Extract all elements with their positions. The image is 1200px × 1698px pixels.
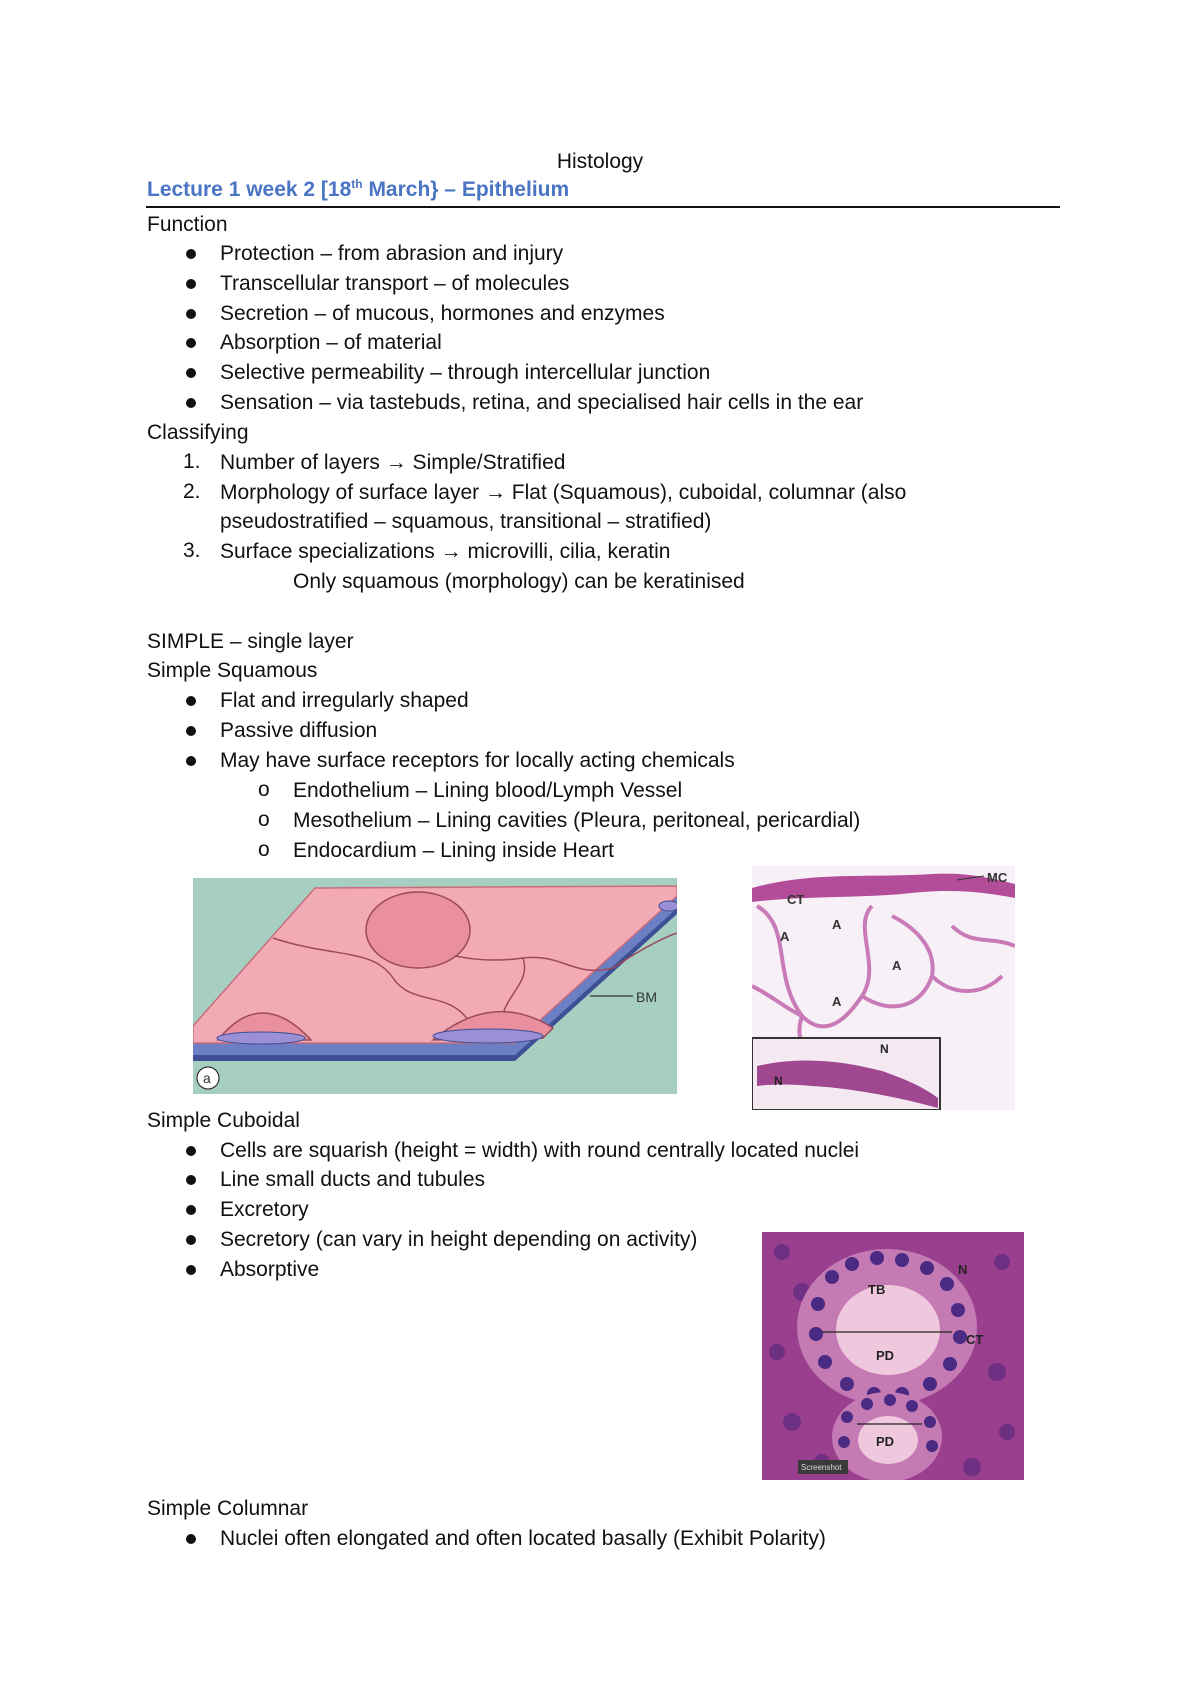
bullet-icon (186, 1146, 196, 1156)
function-item: Selective permeability – through intercellular junction (220, 361, 711, 384)
nucleus-label: N (880, 1042, 889, 1056)
bullet-icon (186, 1205, 196, 1215)
bullet-icon (186, 309, 196, 319)
cuboidal-item: Excretory (220, 1198, 309, 1221)
page-title: Histology (556, 150, 644, 173)
bm-label: BM (636, 989, 657, 1005)
screenshot-caption: Screenshot (801, 1463, 842, 1472)
function-item: Sensation – via tastebuds, retina, and specialised hair cells in the ear (220, 391, 864, 414)
bullet-icon (186, 726, 196, 736)
heading-rule (146, 206, 1060, 208)
squamous-subitem: Endocardium – Lining inside Heart (293, 839, 615, 862)
list-number: 1. (183, 450, 201, 473)
list-number: 2. (183, 480, 201, 503)
bullet-icon (186, 1265, 196, 1275)
bullet-icon (186, 368, 196, 378)
cuboidal-micrograph (762, 1232, 1024, 1480)
simple-cuboidal-label: Simple Cuboidal (147, 1109, 300, 1132)
adipocyte-label: A (892, 958, 902, 973)
tb-label: TB (868, 1282, 886, 1297)
simple-squamous-label: Simple Squamous (147, 659, 318, 682)
bullet-icon (186, 696, 196, 706)
squamous-diagram (193, 878, 677, 1094)
function-item: Absorption – of material (220, 331, 442, 354)
function-item: Secretion – of mucous, hormones and enzymes (220, 302, 665, 325)
bullet-icon (186, 756, 196, 766)
classifying-item: Number of layers → Simple/Stratified (220, 451, 566, 474)
classifying-item-cont: pseudostratified – squamous, transitional – stratified) (220, 510, 712, 533)
cuboidal-item: Secretory (can vary in height depending on activity) (220, 1228, 698, 1251)
squamous-item: Flat and irregularly shaped (220, 689, 469, 712)
cuboidal-item: Absorptive (220, 1258, 320, 1281)
bullet-icon (186, 398, 196, 408)
bullet-icon (186, 1534, 196, 1544)
circle-bullet-icon: o (258, 808, 270, 831)
bullet-icon (186, 279, 196, 289)
mc-label: MC (987, 870, 1008, 885)
bullet-icon (186, 1235, 196, 1245)
n-label: N (958, 1262, 968, 1277)
adipocyte-label: A (832, 994, 842, 1009)
simple-label: SIMPLE – single layer (147, 630, 354, 653)
panel-label: a (203, 1070, 211, 1086)
classifying-label: Classifying (147, 421, 249, 444)
circle-bullet-icon: o (258, 838, 270, 861)
circle-bullet-icon: o (258, 778, 270, 801)
squamous-item: May have surface receptors for locally acting chemicals (220, 749, 735, 772)
lecture-heading: Lecture 1 week 2 [18th March} – Epithelium (147, 177, 570, 201)
function-item: Protection – from abrasion and injury (220, 242, 564, 265)
columnar-item: Nuclei often elongated and often located basally (Exhibit Polarity) (220, 1527, 826, 1550)
bullet-icon (186, 338, 196, 348)
classifying-item: Surface specializations → microvilli, cilia, keratin (220, 540, 671, 563)
cuboidal-item: Cells are squarish (height = width) with round centrally located nuclei (220, 1139, 860, 1162)
nucleus (366, 892, 470, 968)
classifying-note: Only squamous (morphology) can be keratinised (293, 570, 745, 593)
cuboidal-item: Line small ducts and tubules (220, 1168, 485, 1191)
squamous-subitem: Endothelium – Lining blood/Lymph Vessel (293, 779, 683, 802)
pd-label: PD (876, 1348, 895, 1363)
function-label: Function (147, 213, 228, 236)
simple-columnar-label: Simple Columnar (147, 1497, 309, 1520)
list-number: 3. (183, 539, 201, 562)
adipocyte-label: A (780, 929, 790, 944)
bullet-icon (186, 249, 196, 259)
squamous-subitem: Mesothelium – Lining cavities (Pleura, peritoneal, pericardial) (293, 809, 861, 832)
bullet-icon (186, 1175, 196, 1185)
squamous-item: Passive diffusion (220, 719, 378, 742)
ct-label: CT (787, 892, 805, 907)
function-item: Transcellular transport – of molecules (220, 272, 570, 295)
mesothelium-micrograph (752, 866, 1015, 1110)
adipocyte-label: A (832, 917, 842, 932)
nucleus-label: N (774, 1074, 783, 1088)
classifying-item: Morphology of surface layer → Flat (Squamous), cuboidal, columnar (also (220, 481, 907, 504)
ct-label: CT (966, 1332, 984, 1347)
pd-label: PD (876, 1434, 895, 1449)
